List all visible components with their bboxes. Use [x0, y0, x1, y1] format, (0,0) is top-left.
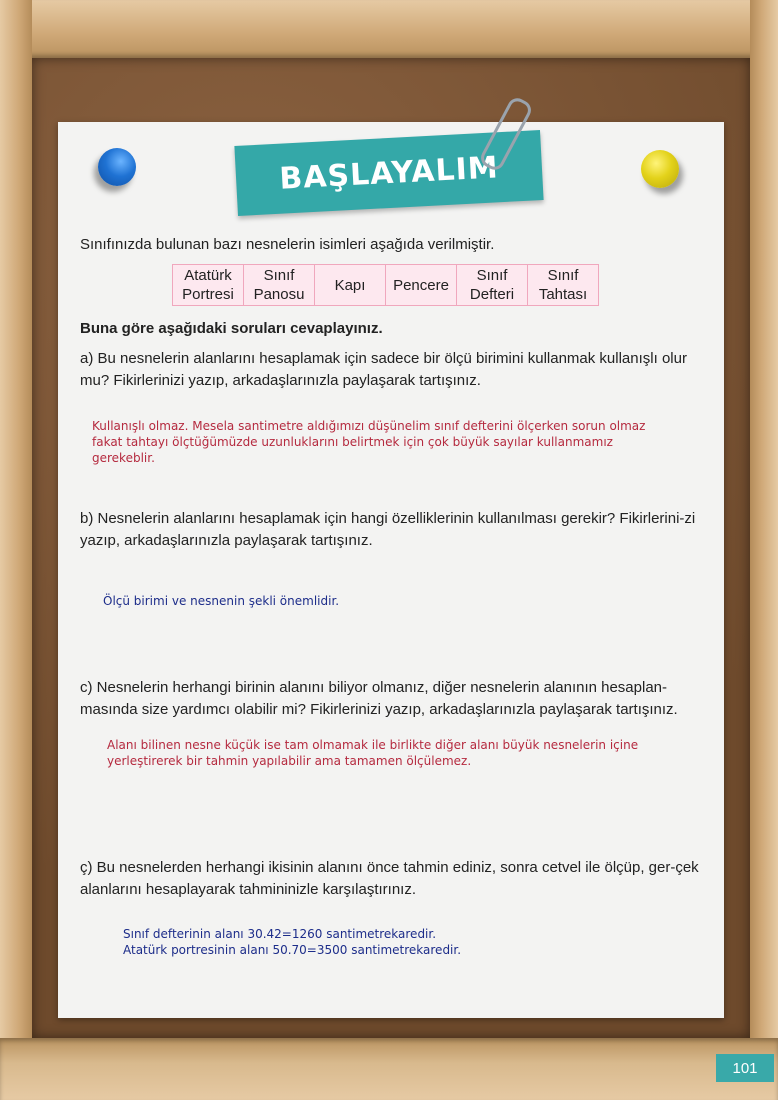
answer-d-line2: Atatürk portresinin alanı 50.70=3500 santimetrekaredir. [123, 943, 462, 957]
answer-d-line1: Sınıf defterinin alanı 30.42=1260 santimetrekaredir. [123, 927, 437, 941]
frame-left [0, 0, 32, 1100]
question-c: c) Nesnelerin herhangi birinin alanını biliyor olmanız, diğer nesnelerin alanının hesaplan-masında size yardımcı olabilir mi? Fikirlerinizi yazıp, arkadaşlarınızla paylaşarak tartışınız. [80, 679, 678, 718]
frame-bottom [0, 1038, 778, 1100]
frame-top [0, 0, 778, 58]
object-cell: Sınıf Tahtası [528, 265, 599, 306]
object-cell: Atatürk Portresi [173, 265, 244, 306]
object-cell: Sınıf Defteri [457, 265, 528, 306]
yellow-pushpin-icon [641, 150, 679, 188]
blue-pushpin-icon [98, 148, 136, 186]
objects-table [172, 264, 599, 306]
object-cell: Sınıf Panosu [244, 265, 315, 306]
answer-c: Alanı bilinen nesne küçük ise tam olmamak ile birlikte diğer alanı büyük nesnelerin içine yerleştirerek bir tahmin yapılabilir ama tamamen ölçülemez. [107, 738, 639, 768]
intro-text: Sınıfınızda bulunan bazı nesnelerin isimleri aşağıda verilmiştir. [80, 236, 495, 253]
page-number: 101 [716, 1054, 774, 1082]
object-cell: Kapı [315, 265, 386, 306]
answer-a: Kullanışlı olmaz. Mesela santimetre aldığımızı düşünelim sınıf defterini ölçerken sorun olmaz fakat tahtayı ölçtüğümüzde uzunluklarını belirtmek için çok büyük sayılar kullanmamız gerekeblir. [92, 419, 646, 465]
frame-right [750, 0, 778, 1100]
question-b: b) Nesnelerin alanlarını hesaplamak için hangi özelliklerinin kullanılması gerekir? Fikirlerini-zi yazıp, arkadaşlarınızla paylaşarak tartışınız. [80, 510, 696, 549]
page-title: BAŞLAYALIM [278, 149, 500, 197]
question-a: a) Bu nesnelerin alanlarını hesaplamak için sadece bir ölçü birimini kullanmak kullanışlı olur mu? Fikirlerinizi yazıp, arkadaşlarınızla paylaşarak tartışınız. [80, 350, 687, 389]
answer-b: Ölçü birimi ve nesnenin şekli önemlidir. [103, 594, 340, 608]
object-cell: Pencere [386, 265, 457, 306]
question-d: ç) Bu nesnelerden herhangi ikisinin alanını önce tahmin ediniz, sonra cetvel ile ölçüp, ger-çek alanlarını hesaplayarak tahmininizle karşılaştırınız. [80, 859, 699, 898]
answer-d [123, 926, 623, 958]
instructions-heading: Buna göre aşağıdaki soruları cevaplayınız. [80, 320, 383, 337]
